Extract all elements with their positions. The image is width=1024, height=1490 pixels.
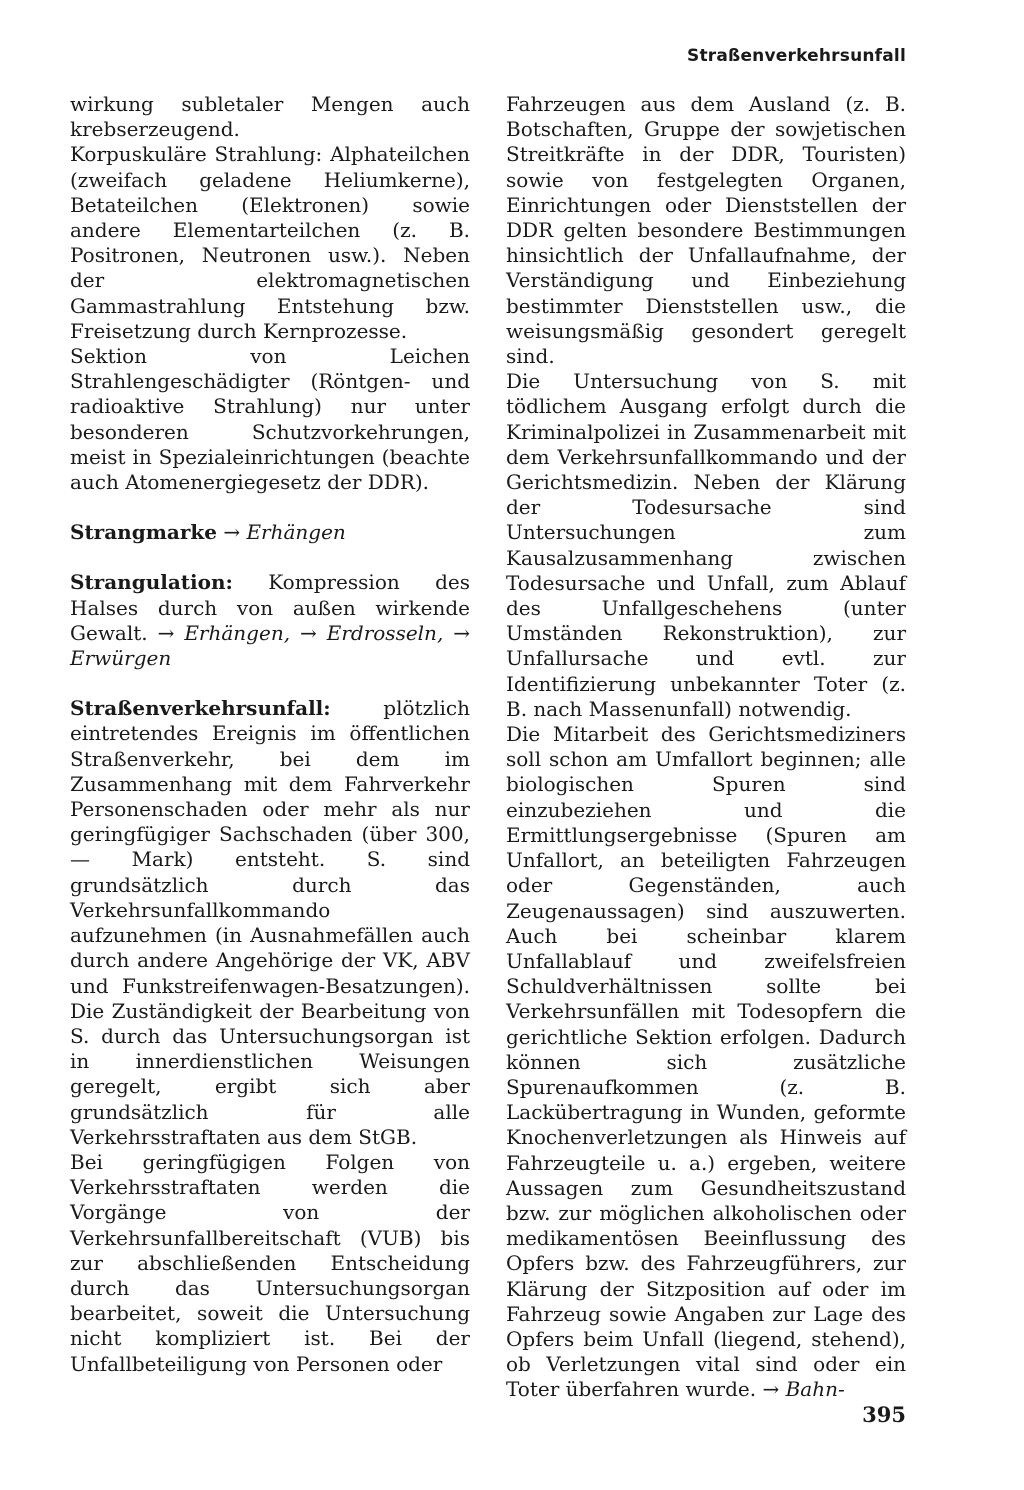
arrow: →	[762, 1377, 780, 1402]
paragraph: Fahrzeugen aus dem Ausland (z. B. Botschaften, Gruppe der sowjetischen Streitkräfte in der DDR, Touristen) sowie von festgelegten Organen, Einrichtungen oder Dienststellen der DDR gelten besondere Bestimmungen hinsichtlich der Unfallaufnahme, der Verständigung und Einbeziehung bestimmter Dienststellen usw., die weisungsmäßig gesondert geregelt sind.	[506, 92, 906, 369]
definition: plötzlich eintretendes Ereignis im öffentlichen Straßenverkehr, bei dem im Zusammenhang mit dem Fahrverkehr Personenschaden oder mehr als nur geringfügiger Sachschaden (über 300,— Mark) entsteht. S. sind grundsätzlich durch das Verkehrsunfallkommando aufzunehmen (in Ausnahmefällen auch durch andere Angehörige der VK, ABV und Funkstreifenwagen-Besatzungen). Die Zuständigkeit der Bearbeitung von S. durch das Untersuchungsorgan ist in innerdienstlichen Weisungen geregelt, ergibt sich aber grundsätzlich für alle Verkehrsstraftaten aus dem StGB.	[70, 696, 470, 1149]
paragraph: Bei geringfügigen Folgen von Verkehrsstraftaten werden die Vorgänge von der Verkehrsunfallbereitschaft (VUB) bis zur abschließenden Entscheidung durch das Untersuchungsorgan bearbeitet, soweit die Untersuchung nicht kompliziert ist. Bei der Unfallbeteiligung von Personen oder	[70, 1149, 470, 1376]
definition: Kompression des Halses durch von außen wirkende Gewalt.	[70, 570, 471, 645]
cross-reference: Bahn-	[785, 1377, 845, 1402]
lemma: Strangmarke	[70, 520, 217, 545]
cross-reference: Erdrosseln,	[326, 620, 444, 645]
paragraph-text: Die Mitarbeit des Gerichtsmediziners soll schon am Umfallort beginnen; alle biologischen Spuren sind einzubeziehen und die Ermittlungsergebnisse (Spuren am Unfallort, an beteiligten Fahrzeugen oder Gegenständen, auch Zeugenaussagen) sind auszuwerten. Auch bei scheinbar klarem Unfallablauf und zweifelsfreien Schuldverhältnissen sollte bei Verkehrsunfällen mit Todesopfern die gerichtliche Sektion erfolgen. Dadurch können sich zusätzliche Spurenaufkommen (z. B. Lackübertragung in Wunden, geformte Knochenverletzungen als Hinweis auf Fahrzeugteile u. a.) ergeben, weitere Aussagen zum Gesundheitszustand bzw. zur möglichen alkoholischen oder medikamentösen Beeinflussung des Opfers bzw. des Fahrzeugführers, zur Klärung der Sitzposition auf oder im Fahrzeug sowie Angaben zur Lage des Opfers beim Unfall (liegend, stehend), ob Verletzungen vital sind oder ein Toter überfahren wurde.	[506, 722, 906, 1402]
cross-reference: Erwürgen	[70, 646, 172, 671]
cross-reference: Erhängen,	[184, 620, 291, 645]
paragraph: Korpuskuläre Strahlung: Alphateilchen (zweifach geladene Heliumkerne), Betateilchen (Elektronen) sowie andere Elementarteilchen (z. B. Positronen, Neutronen usw.). Neben der elektromagnetischen Gammastrahlung Entstehung bzw. Freisetzung durch Kernprozesse.	[70, 142, 470, 343]
lemma: Strangulation:	[70, 570, 233, 595]
page-number: 395	[862, 1402, 906, 1427]
arrow: →	[157, 620, 175, 645]
lemma: Straßenverkehrsunfall:	[70, 696, 331, 721]
paragraph: wirkung subletaler Mengen auch krebserzeugend.	[70, 92, 470, 142]
paragraph: Die Untersuchung von S. mit tödlichem Ausgang erfolgt durch die Kriminalpolizei in Zusammenarbeit mit dem Verkehrsunfallkommando und der Gerichtsmedizin. Neben der Klärung der Todesursache sind Untersuchungen zum Kausalzusammenhang zwischen Todesursache und Unfall, zum Ablauf des Unfallgeschehens (unter Umständen Rekonstruktion), zur Unfallursache und evtl. zur Identifizierung unbekannter Toter (z. B. nach Massenunfall) notwendig.	[506, 369, 906, 721]
entry-strassenverkehrsunfall	[70, 696, 470, 1150]
entry-strangmarke	[70, 520, 470, 545]
paragraph: Sektion von Leichen Strahlengeschädigter (Röntgen- und radioaktive Strahlung) nur unter besonderen Schutzvorkehrungen, meist in Spezialeinrichtungen (beachte auch Atomenergiegesetz der DDR).	[70, 344, 470, 495]
paragraph	[506, 722, 906, 1402]
cross-reference: Erhängen	[246, 520, 346, 545]
arrow: →	[300, 620, 317, 645]
entry-strangulation	[70, 570, 470, 671]
arrow: →	[223, 520, 241, 545]
left-column	[70, 92, 470, 1377]
arrow: →	[453, 620, 471, 645]
right-column	[506, 92, 906, 1403]
running-head: Straßenverkehrsunfall	[687, 46, 906, 66]
